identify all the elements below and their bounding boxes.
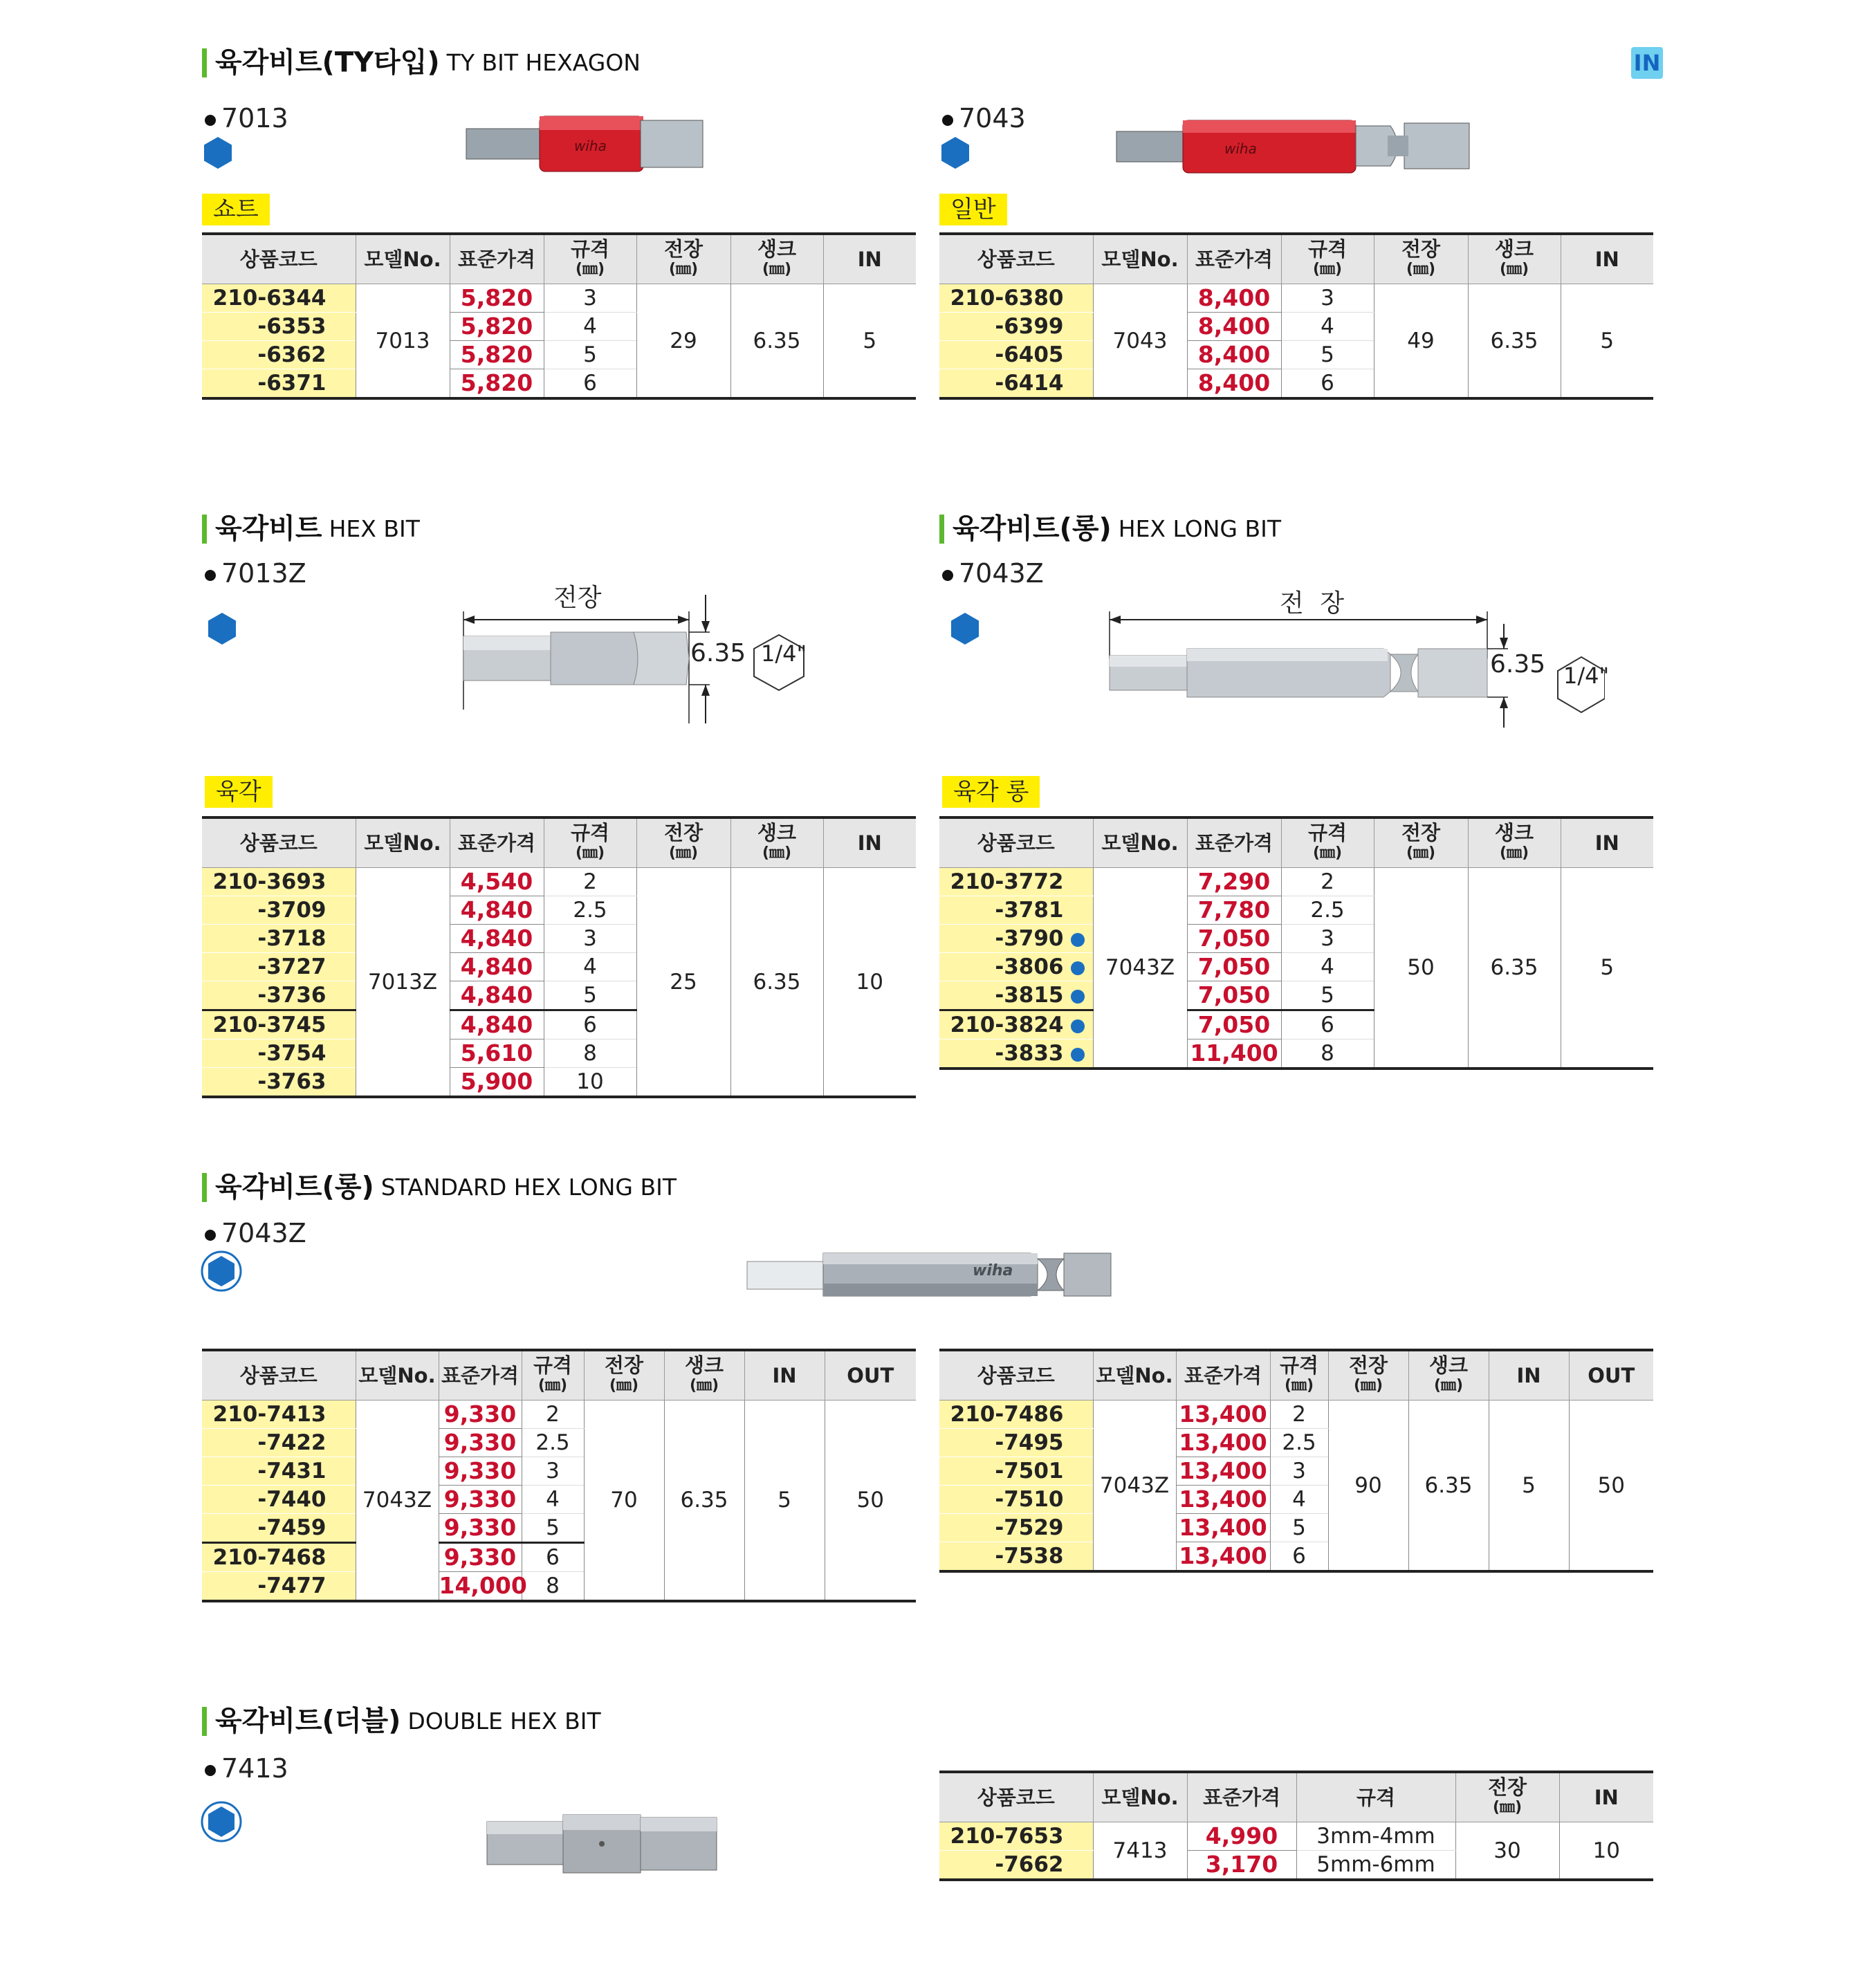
section-title-ty-bit	[202, 44, 641, 80]
brand-logo: wiha	[574, 138, 607, 154]
out-cell: 50	[825, 1401, 916, 1602]
product-code: -6362	[202, 341, 356, 369]
model-label-7413	[205, 1753, 288, 1784]
dimension-length-label: 전장	[553, 584, 602, 612]
in-cell: 5	[823, 284, 916, 399]
header-model: 모델No.	[356, 1350, 439, 1401]
stock-dot-icon	[1071, 990, 1085, 1004]
hex-socket-icon	[201, 1250, 242, 1292]
size-cell: 5	[544, 341, 636, 369]
product-code: 210-3772	[939, 868, 1093, 896]
product-code: -3833	[939, 1039, 1093, 1069]
brand-logo: wiha	[1224, 140, 1257, 157]
size-cell: 8	[544, 1039, 636, 1068]
size-cell: 6	[522, 1543, 584, 1572]
size-cell: 8	[522, 1572, 584, 1602]
header-length: 전장 (㎜)	[1328, 1350, 1408, 1401]
size-cell: 5	[522, 1514, 584, 1543]
product-code: -7459	[202, 1514, 356, 1543]
size-cell: 2.5	[1281, 896, 1374, 925]
title-accent-bar	[202, 48, 207, 77]
in-cell: 5	[1561, 284, 1653, 399]
header-code: 상품코드	[939, 817, 1093, 868]
shank-cell: 6.35	[664, 1401, 744, 1602]
product-code: -7495	[939, 1429, 1093, 1457]
label-short: 쇼트	[202, 194, 270, 225]
header-size: 규격 (㎜)	[1281, 234, 1374, 284]
size-cell: 6	[1281, 369, 1374, 399]
header-price: 표준가격	[1187, 817, 1281, 868]
hex-socket-icon	[201, 136, 235, 170]
product-code: -7440	[202, 1486, 356, 1514]
product-code: -3709	[202, 896, 356, 925]
product-code: -7422	[202, 1429, 356, 1457]
header-price: 표준가격	[1187, 234, 1281, 284]
price-cell: 7,050	[1187, 925, 1281, 953]
ty-bit-7043-image	[1114, 116, 1473, 176]
header-in: IN	[744, 1350, 825, 1401]
product-code: -3718	[202, 925, 356, 953]
section-title-hex-long-bit	[939, 510, 1281, 546]
model-number: 7043Z	[959, 558, 1044, 589]
model-label-7043z-standard	[205, 1217, 306, 1249]
price-cell: 4,840	[450, 953, 544, 981]
product-code: -7538	[939, 1542, 1093, 1572]
shank-cell: 6.35	[1408, 1401, 1489, 1572]
size-cell: 2	[1281, 868, 1374, 896]
header-length: 전장 (㎜)	[636, 817, 730, 868]
ty-bit-7013-image	[463, 111, 706, 177]
size-cell: 5	[1281, 341, 1374, 369]
header-code: 상품코드	[939, 234, 1093, 284]
in-cell: 10	[1559, 1822, 1653, 1880]
size-cell: 4	[544, 313, 636, 341]
size-cell: 2.5	[544, 896, 636, 925]
product-code: 210-3693	[202, 868, 356, 896]
product-code: -3754	[202, 1039, 356, 1068]
in-cell: 5	[744, 1401, 825, 1602]
price-cell: 3,170	[1187, 1851, 1296, 1880]
shank-cell: 6.35	[1468, 868, 1561, 1069]
hex-socket-icon	[938, 136, 973, 170]
dimension-fraction-label: 1/4"	[1563, 663, 1610, 689]
header-in: IN	[1489, 1350, 1569, 1401]
size-cell: 6	[1281, 1010, 1374, 1039]
size-cell: 4	[1281, 953, 1374, 981]
size-cell: 6	[544, 1010, 636, 1039]
section-title-double-hex-bit	[202, 1703, 601, 1739]
length-cell: 90	[1328, 1401, 1408, 1572]
header-length: 전장 (㎜)	[584, 1350, 664, 1401]
price-cell: 4,840	[450, 981, 544, 1010]
size-cell: 5	[1281, 981, 1374, 1010]
price-cell: 4,840	[450, 896, 544, 925]
size-cell: 2	[1270, 1401, 1328, 1429]
dimension-shank-label: 6.35	[1490, 650, 1546, 678]
size-cell: 3	[1270, 1457, 1328, 1486]
header-shank: 생크 (㎜)	[730, 817, 823, 868]
price-cell: 8,400	[1187, 341, 1281, 369]
model-cell: 7043Z	[356, 1401, 439, 1602]
header-size: 규격 (㎜)	[1281, 817, 1374, 868]
model-label-7013z	[205, 557, 306, 589]
header-code: 상품코드	[202, 234, 356, 284]
title-accent-bar	[202, 515, 207, 544]
header-size: 규격 (㎜)	[522, 1350, 584, 1401]
product-code: -7529	[939, 1514, 1093, 1542]
header-price: 표준가격	[450, 234, 544, 284]
model-cell: 7043	[1093, 284, 1187, 399]
header-length: 전장 (㎜)	[1374, 234, 1468, 284]
header-price: 표준가격	[450, 817, 544, 868]
product-code: 210-7486	[939, 1401, 1093, 1429]
size-cell: 5mm-6mm	[1296, 1851, 1455, 1880]
product-code: 210-6344	[202, 284, 356, 313]
model-number: 7413	[221, 1753, 288, 1784]
stock-dot-icon	[1071, 1019, 1085, 1033]
shank-cell: 6.35	[730, 868, 823, 1098]
header-shank: 생크 (㎜)	[730, 234, 823, 284]
price-cell: 4,540	[450, 868, 544, 896]
product-code: -3806	[939, 953, 1093, 981]
header-model: 모델No.	[1093, 1350, 1176, 1401]
bullet-icon	[205, 1765, 216, 1776]
header-out: OUT	[1569, 1350, 1653, 1401]
table-ty-bit-normal	[939, 232, 1653, 400]
header-size: 규격 (㎜)	[544, 234, 636, 284]
product-code: -3790	[939, 925, 1093, 953]
header-model: 모델No.	[1093, 817, 1187, 868]
product-code: -6399	[939, 313, 1093, 341]
title-korean: 육각비트(롱)	[215, 1171, 374, 1203]
model-label-7013	[205, 102, 288, 134]
title-english: STANDARD HEX LONG BIT	[380, 1173, 677, 1201]
size-cell: 4	[1281, 313, 1374, 341]
price-cell: 7,050	[1187, 981, 1281, 1010]
header-model: 모델No.	[1093, 234, 1187, 284]
size-cell: 2.5	[522, 1429, 584, 1457]
model-label-7043z	[942, 557, 1044, 589]
table-ty-bit-short	[202, 232, 916, 400]
out-cell: 50	[1569, 1401, 1653, 1572]
product-code: -3815	[939, 981, 1093, 1010]
header-size: 규격 (㎜)	[1270, 1350, 1328, 1401]
product-code: -6414	[939, 369, 1093, 399]
product-code: -3781	[939, 896, 1093, 925]
in-badge: IN	[1631, 47, 1663, 79]
size-cell: 3	[544, 284, 636, 313]
price-cell: 8,400	[1187, 284, 1281, 313]
header-model: 모델No.	[356, 817, 450, 868]
product-code: -3736	[202, 981, 356, 1010]
header-code: 상품코드	[939, 1772, 1093, 1822]
size-cell: 2.5	[1270, 1429, 1328, 1457]
table-standard-hex-long-left	[202, 1349, 916, 1602]
model-cell: 7043Z	[1093, 1401, 1176, 1572]
price-cell: 13,400	[1176, 1542, 1270, 1572]
label-normal: 일반	[939, 194, 1007, 225]
standard-hex-long-bit-image	[744, 1249, 1114, 1300]
header-length: 전장 (㎜)	[636, 234, 730, 284]
length-cell: 25	[636, 868, 730, 1098]
product-code: 210-7653	[939, 1822, 1093, 1851]
in-cell: 5	[1489, 1401, 1569, 1572]
title-english: DOUBLE HEX BIT	[407, 1707, 601, 1735]
dimension-shank-label: 6.35	[690, 639, 746, 667]
title-english: HEX BIT	[329, 515, 420, 542]
price-cell: 5,820	[450, 284, 544, 313]
header-length: 전장 (㎜)	[1374, 817, 1468, 868]
price-cell: 5,820	[450, 341, 544, 369]
header-code: 상품코드	[202, 817, 356, 868]
price-cell: 13,400	[1176, 1514, 1270, 1542]
header-price: 표준가격	[1176, 1350, 1270, 1401]
product-code: 210-3824	[939, 1010, 1093, 1039]
product-code: -7477	[202, 1572, 356, 1602]
price-cell: 8,400	[1187, 369, 1281, 399]
product-code: 210-7413	[202, 1401, 356, 1429]
size-cell: 4	[544, 953, 636, 981]
header-model: 모델No.	[356, 234, 450, 284]
size-cell: 3	[522, 1457, 584, 1486]
product-code: -6353	[202, 313, 356, 341]
hex-socket-icon	[205, 611, 239, 646]
bullet-icon	[942, 570, 953, 581]
price-cell: 9,330	[439, 1543, 522, 1572]
header-in: IN	[823, 817, 916, 868]
length-cell: 50	[1374, 868, 1468, 1069]
stock-dot-icon	[1071, 933, 1085, 947]
size-cell: 5	[544, 981, 636, 1010]
price-cell: 13,400	[1176, 1486, 1270, 1514]
shank-cell: 6.35	[1468, 284, 1561, 399]
title-english: HEX LONG BIT	[1118, 515, 1281, 542]
product-code: -6371	[202, 369, 356, 399]
price-cell: 4,840	[450, 925, 544, 953]
product-code: -7431	[202, 1457, 356, 1486]
header-shank: 생크 (㎜)	[1408, 1350, 1489, 1401]
bullet-icon	[942, 115, 953, 126]
product-code: 210-7468	[202, 1543, 356, 1572]
product-code: 210-6380	[939, 284, 1093, 313]
section-title-standard-hex-long-bit	[202, 1169, 677, 1205]
bullet-icon	[205, 570, 216, 581]
header-size: 규격 (㎜)	[544, 817, 636, 868]
model-label-7043	[942, 102, 1026, 134]
header-shank: 생크 (㎜)	[664, 1350, 744, 1401]
model-number: 7043	[959, 103, 1026, 133]
stock-dot-icon	[1071, 961, 1085, 975]
product-code: -7662	[939, 1851, 1093, 1880]
title-korean: 육각비트(TY타입)	[215, 46, 440, 79]
double-hex-bit-image	[484, 1812, 719, 1876]
title-korean: 육각비트	[215, 512, 322, 545]
price-cell: 9,330	[439, 1429, 522, 1457]
stock-dot-icon	[1071, 1048, 1085, 1062]
header-code: 상품코드	[939, 1350, 1093, 1401]
model-cell: 7413	[1093, 1822, 1187, 1880]
model-number: 7013Z	[221, 558, 306, 589]
model-cell: 7043Z	[1093, 868, 1187, 1069]
in-cell: 10	[823, 868, 916, 1098]
length-cell: 30	[1455, 1822, 1559, 1880]
label-hex: 육각	[205, 776, 273, 808]
size-cell: 3	[1281, 284, 1374, 313]
header-in: IN	[823, 234, 916, 284]
title-english: TY BIT HEXAGON	[446, 48, 641, 76]
label-hex-long: 육각 롱	[942, 776, 1040, 808]
header-size: 규격	[1296, 1772, 1455, 1822]
bullet-icon	[205, 115, 216, 126]
model-number: 7013	[221, 103, 288, 133]
length-cell: 49	[1374, 284, 1468, 399]
price-cell: 4,840	[450, 1010, 544, 1039]
price-cell: 9,330	[439, 1514, 522, 1543]
price-cell: 11,400	[1187, 1039, 1281, 1069]
size-cell: 3	[1281, 925, 1374, 953]
price-cell: 9,330	[439, 1401, 522, 1429]
size-cell: 3	[544, 925, 636, 953]
brand-logo: wiha	[973, 1262, 1013, 1279]
size-cell: 2	[544, 868, 636, 896]
model-cell: 7013Z	[356, 868, 450, 1098]
model-number: 7043Z	[221, 1218, 306, 1248]
header-out: OUT	[825, 1350, 916, 1401]
product-code: -3763	[202, 1068, 356, 1098]
price-cell: 7,290	[1187, 868, 1281, 896]
size-cell: 6	[1270, 1542, 1328, 1572]
table-standard-hex-long-right	[939, 1349, 1653, 1573]
header-model: 모델No.	[1093, 1772, 1187, 1822]
product-code: -3727	[202, 953, 356, 981]
price-cell: 5,820	[450, 369, 544, 399]
price-cell: 9,330	[439, 1457, 522, 1486]
length-cell: 70	[584, 1401, 664, 1602]
header-price: 표준가격	[439, 1350, 522, 1401]
size-cell: 6	[544, 369, 636, 399]
header-in: IN	[1561, 234, 1653, 284]
product-code: -6405	[939, 341, 1093, 369]
length-cell: 29	[636, 284, 730, 399]
header-length: 전장 (㎜)	[1455, 1772, 1559, 1822]
shank-cell: 6.35	[730, 284, 823, 399]
price-cell: 7,050	[1187, 953, 1281, 981]
price-cell: 7,050	[1187, 1010, 1281, 1039]
price-cell: 5,820	[450, 313, 544, 341]
table-double-hex-bit	[939, 1771, 1653, 1881]
table-hex-bit	[202, 816, 916, 1098]
price-cell: 14,000	[439, 1572, 522, 1602]
bullet-icon	[205, 1230, 216, 1241]
header-code: 상품코드	[202, 1350, 356, 1401]
price-cell: 5,610	[450, 1039, 544, 1068]
size-cell: 5	[1270, 1514, 1328, 1542]
header-in: IN	[1561, 817, 1653, 868]
section-title-hex-bit	[202, 510, 420, 546]
product-code: 210-3745	[202, 1010, 356, 1039]
title-korean: 육각비트(더블)	[215, 1705, 401, 1737]
dimension-fraction-label: 1/4"	[761, 640, 807, 667]
title-korean: 육각비트(롱)	[953, 512, 1112, 545]
header-shank: 생크 (㎜)	[1468, 234, 1561, 284]
price-cell: 13,400	[1176, 1401, 1270, 1429]
price-cell: 13,400	[1176, 1429, 1270, 1457]
dimension-length-label: 전 장	[1280, 589, 1348, 618]
hex-socket-icon	[201, 1801, 242, 1842]
price-cell: 5,900	[450, 1068, 544, 1098]
size-cell: 3mm-4mm	[1296, 1822, 1455, 1851]
size-cell: 8	[1281, 1039, 1374, 1069]
header-price: 표준가격	[1187, 1772, 1296, 1822]
header-shank: 생크 (㎜)	[1468, 817, 1561, 868]
price-cell: 9,330	[439, 1486, 522, 1514]
product-code: -7501	[939, 1457, 1093, 1486]
model-cell: 7013	[356, 284, 450, 399]
title-accent-bar	[202, 1173, 207, 1202]
hex-socket-icon	[948, 611, 982, 646]
size-cell: 4	[1270, 1486, 1328, 1514]
title-accent-bar	[939, 515, 944, 544]
price-cell: 13,400	[1176, 1457, 1270, 1486]
size-cell: 4	[522, 1486, 584, 1514]
price-cell: 7,780	[1187, 896, 1281, 925]
size-cell: 2	[522, 1401, 584, 1429]
header-in: IN	[1559, 1772, 1653, 1822]
size-cell: 10	[544, 1068, 636, 1098]
price-cell: 8,400	[1187, 313, 1281, 341]
table-hex-long-bit	[939, 816, 1653, 1070]
title-accent-bar	[202, 1707, 207, 1736]
product-code: -7510	[939, 1486, 1093, 1514]
price-cell: 4,990	[1187, 1822, 1296, 1851]
in-cell: 5	[1561, 868, 1653, 1069]
